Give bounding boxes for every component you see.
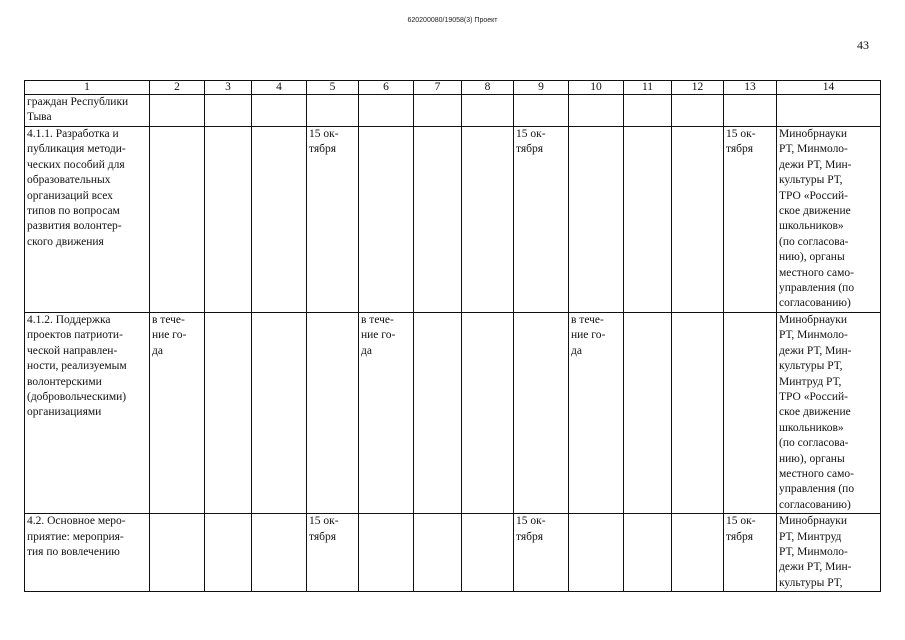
table-cell	[462, 95, 514, 127]
table-cell	[252, 95, 307, 127]
table-cell	[624, 514, 672, 592]
table-cell	[462, 127, 514, 313]
table-cell	[307, 95, 359, 127]
column-header: 2	[150, 81, 205, 95]
table-cell: граждан Республики Тыва	[25, 95, 150, 127]
table-cell	[569, 127, 624, 313]
table-cell	[724, 312, 777, 513]
table-cell: Минобрнауки РТ, Минтруд РТ, Минмоло- дежи РТ, Мин- культуры РТ,	[777, 514, 881, 592]
table-cell	[462, 312, 514, 513]
plan-table	[24, 80, 881, 592]
table-row	[25, 95, 881, 127]
table-cell	[624, 312, 672, 513]
table-cell	[205, 127, 252, 313]
table-row	[25, 514, 881, 592]
table-cell	[252, 312, 307, 513]
column-header: 7	[414, 81, 462, 95]
table-cell: в тече- ние го- да	[359, 312, 414, 513]
table-cell: в тече- ние го- да	[569, 312, 624, 513]
table-cell	[624, 95, 672, 127]
column-header: 14	[777, 81, 881, 95]
table-cell	[414, 127, 462, 313]
column-header: 10	[569, 81, 624, 95]
table-row	[25, 312, 881, 513]
table-cell: 4.2. Основное меро- приятие: мероприя- тия по вовлечению	[25, 514, 150, 592]
table-cell	[252, 514, 307, 592]
table-cell	[150, 127, 205, 313]
table-cell: 4.1.2. Поддержка проектов патриоти- ческой направлен- ности, реализуемым волонтерскими (добровольческими) организациями	[25, 312, 150, 513]
table-header-row	[25, 81, 881, 95]
table-cell	[569, 514, 624, 592]
table-cell: 15 ок- тября	[307, 127, 359, 313]
table-cell	[150, 95, 205, 127]
column-header: 11	[624, 81, 672, 95]
table-cell	[359, 95, 414, 127]
table-cell	[624, 127, 672, 313]
table-cell	[777, 95, 881, 127]
table-cell: 15 ок- тября	[724, 514, 777, 592]
table-cell: 4.1.1. Разработка и публикация методи- ческих пособий для образовательных организаций всех типов по вопросам развития волонтер- ского движения	[25, 127, 150, 313]
table-cell	[414, 95, 462, 127]
table-cell	[307, 312, 359, 513]
table-cell: 15 ок- тября	[514, 514, 569, 592]
table-cell	[252, 127, 307, 313]
table-cell	[414, 514, 462, 592]
column-header: 1	[25, 81, 150, 95]
document-code: 620200080/19058(3) Проект	[407, 17, 498, 24]
table-row	[25, 127, 881, 313]
table-cell	[672, 95, 724, 127]
table-cell	[414, 312, 462, 513]
column-header: 8	[462, 81, 514, 95]
table-cell	[514, 312, 569, 513]
page-number: 43	[857, 38, 869, 52]
table-cell: в тече- ние го- да	[150, 312, 205, 513]
table-cell	[462, 514, 514, 592]
table-cell	[359, 514, 414, 592]
column-header: 4	[252, 81, 307, 95]
table-cell	[724, 95, 777, 127]
table-cell	[569, 95, 624, 127]
table-cell	[672, 127, 724, 313]
table-cell: Минобрнауки РТ, Минмоло- дежи РТ, Мин- культуры РТ, Минтруд РТ, ТРО «Россий- ское движение школьников» (по согласова- нию), органы местного само- управления (по согласованию)	[777, 312, 881, 513]
table-cell: 15 ок- тября	[724, 127, 777, 313]
table-cell	[359, 127, 414, 313]
column-header: 13	[724, 81, 777, 95]
column-header: 6	[359, 81, 414, 95]
table-cell	[205, 514, 252, 592]
column-header: 5	[307, 81, 359, 95]
column-header: 12	[672, 81, 724, 95]
table-cell	[672, 312, 724, 513]
table-cell	[150, 514, 205, 592]
column-header: 3	[205, 81, 252, 95]
table-cell	[514, 95, 569, 127]
table-cell: 15 ок- тября	[514, 127, 569, 313]
table-cell	[205, 312, 252, 513]
table-cell: Минобрнауки РТ, Минмоло- дежи РТ, Мин- культуры РТ, ТРО «Россий- ское движение школьников» (по согласова- нию), органы местного само- управления (по согласованию)	[777, 127, 881, 313]
column-header: 9	[514, 81, 569, 95]
table-cell	[205, 95, 252, 127]
table-cell: 15 ок- тября	[307, 514, 359, 592]
table-cell	[672, 514, 724, 592]
